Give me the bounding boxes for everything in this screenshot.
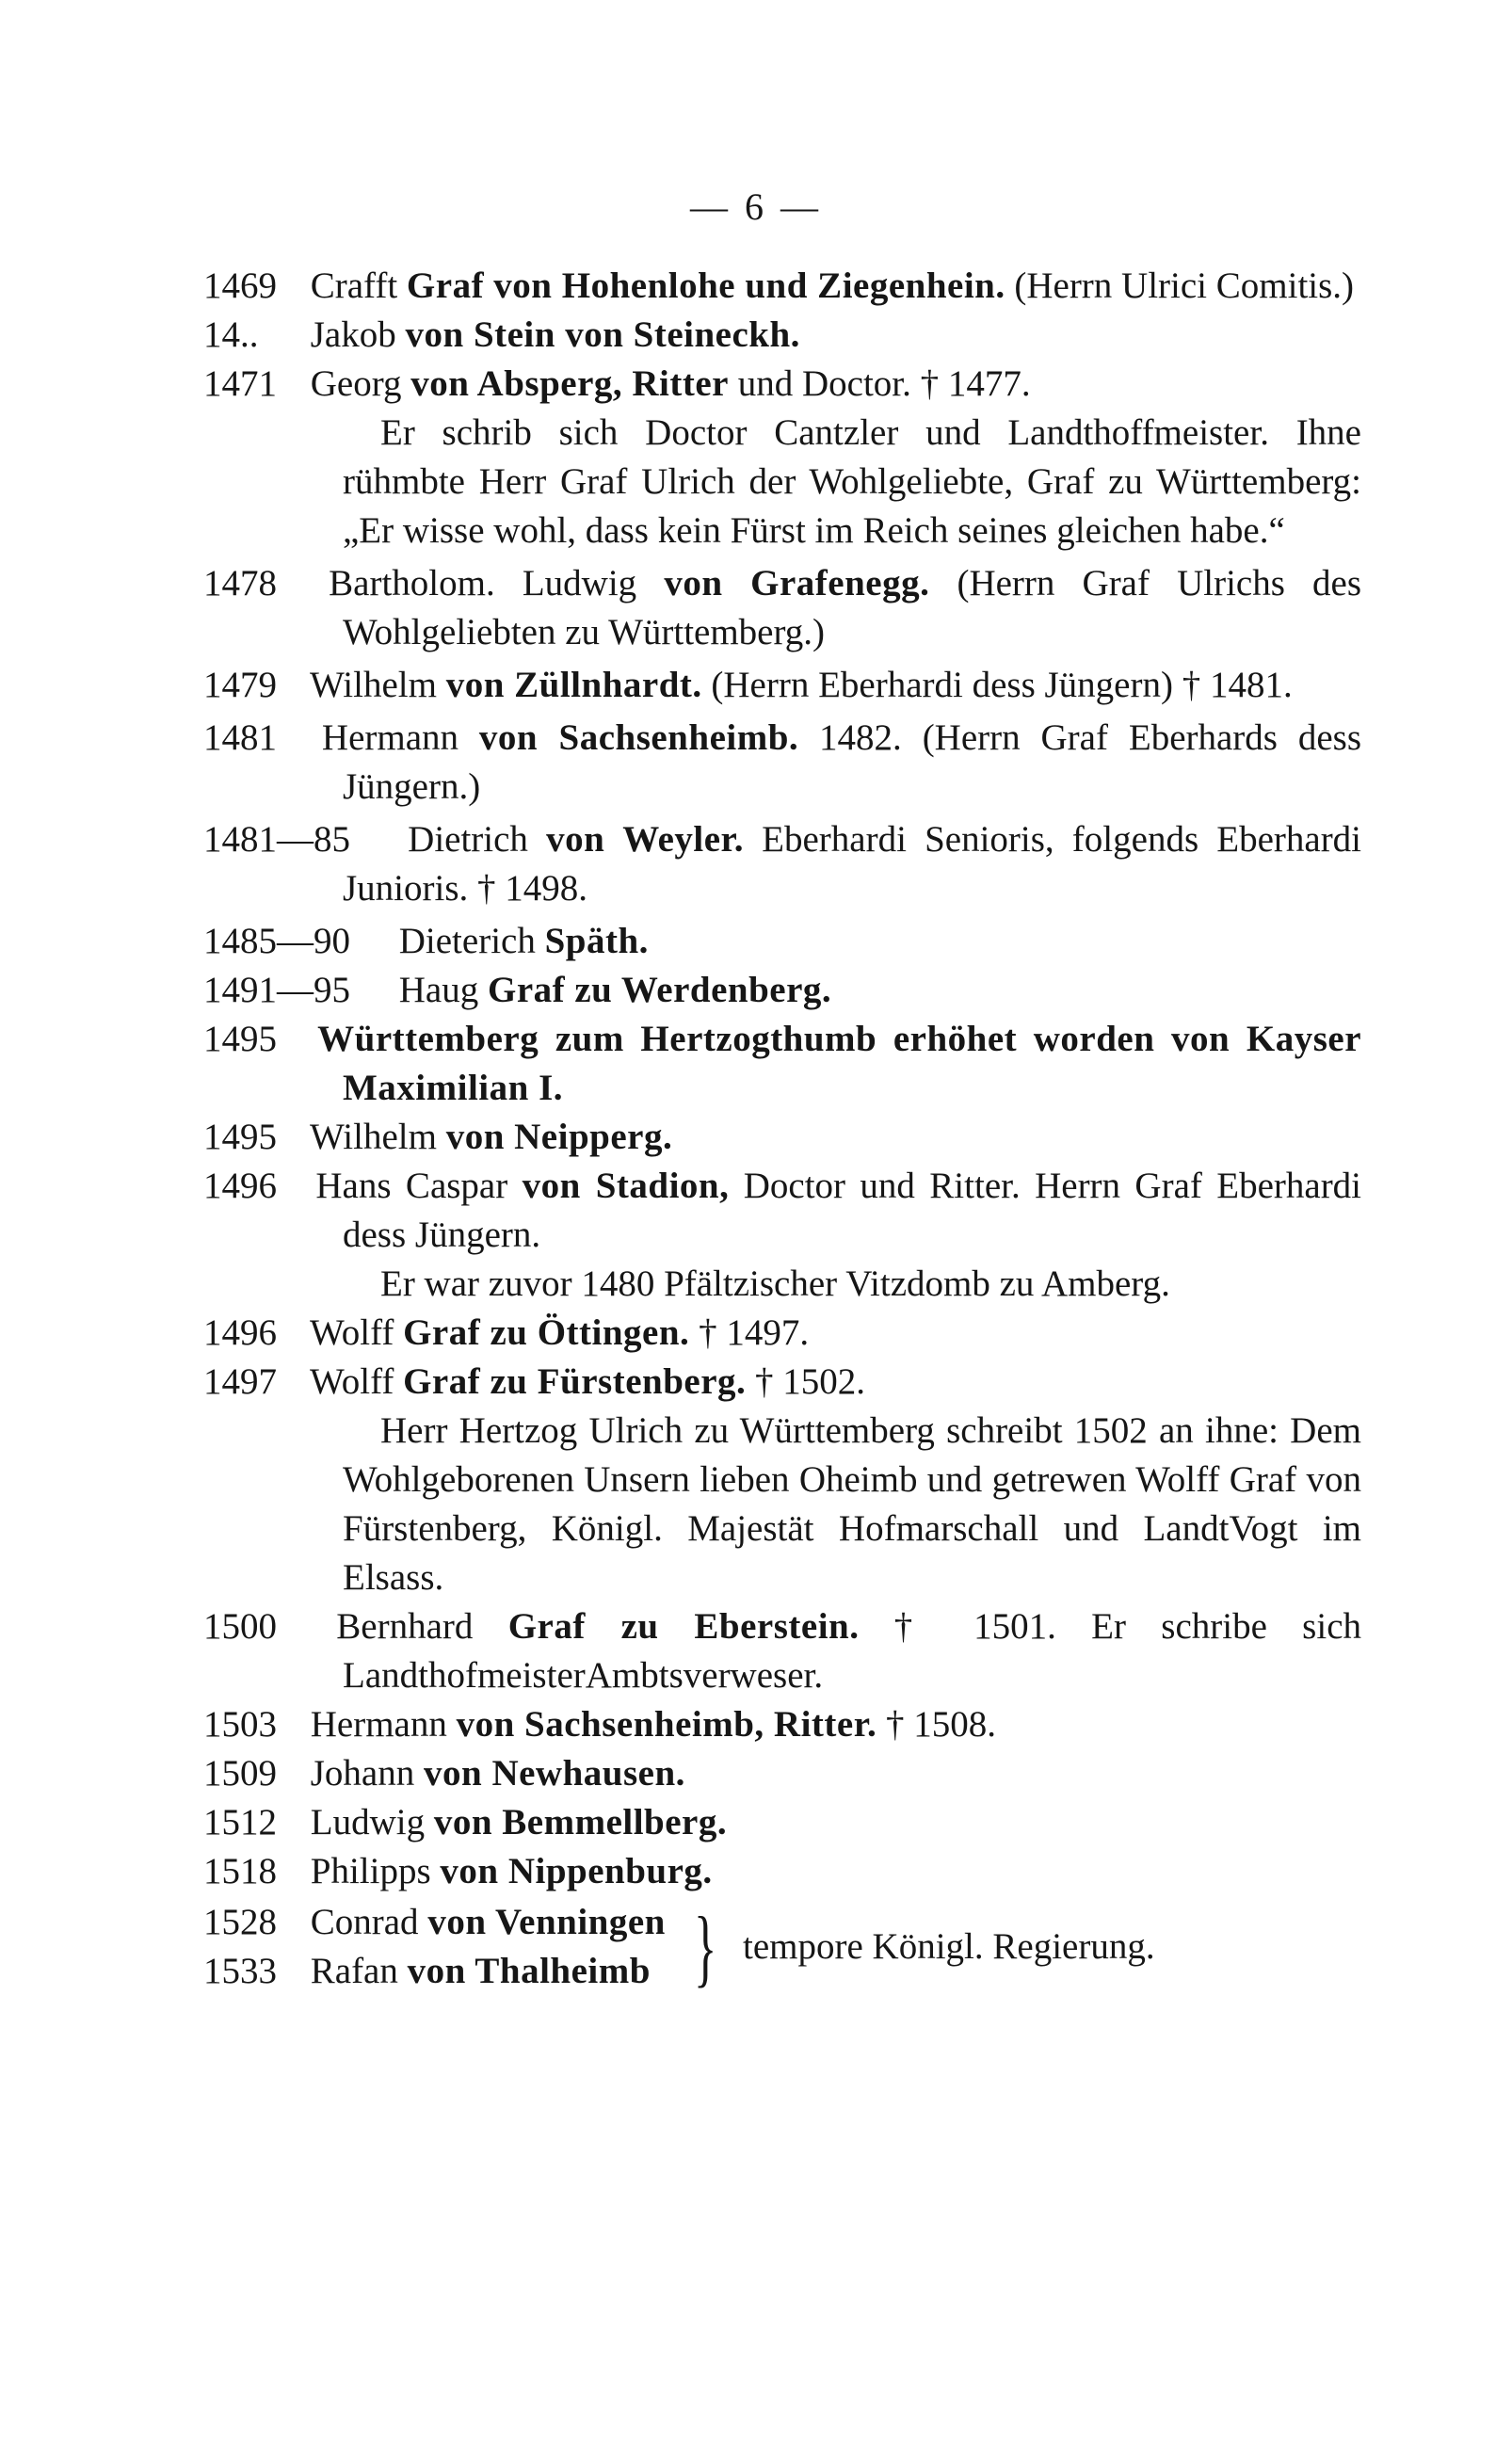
- entry-1471: [203, 360, 1361, 409]
- entry-family: von Nippenburg.: [440, 1851, 713, 1891]
- entry-family: von Bemmellberg.: [433, 1802, 728, 1842]
- entry-family: von Neipperg.: [445, 1117, 673, 1157]
- entry-1491-95: [203, 966, 1361, 1015]
- entry-given-name: Wolff: [310, 1312, 394, 1353]
- entry-given-name: Bernhard: [336, 1606, 474, 1647]
- entry-family: Graf zu Eberstein.: [507, 1606, 860, 1647]
- entry-remark: Doctor und Ritter. Herrn Graf Eberhardi dess Jüngern.: [343, 1166, 1362, 1255]
- entry-family: von Sachsenheimb, Ritter.: [456, 1704, 877, 1745]
- entry-1485-90: [203, 917, 1361, 966]
- entry-remark: (Herrn Eberhardi dess Jüngern) † 1481.: [711, 665, 1293, 705]
- entry-year: 1495: [203, 1019, 277, 1059]
- entry-1500: [203, 1602, 1361, 1700]
- entry-1533: [203, 1947, 666, 1996]
- entry-year: 1481—85: [203, 819, 350, 860]
- entry-year: 1528: [203, 1902, 277, 1942]
- entry-remark: † 1508.: [885, 1704, 996, 1745]
- entry-given-name: Wolff: [310, 1361, 394, 1402]
- entry-1512: [203, 1798, 1361, 1847]
- entry-family: von Venningen: [427, 1902, 666, 1942]
- entry-heading: Württemberg zum Hertzogthumb erhöhet worden von Kayser Maximilian I.: [317, 1019, 1361, 1108]
- entry-family: von Stadion,: [522, 1166, 730, 1206]
- entry-family: von Sachsenheimb.: [478, 717, 799, 758]
- brace-lines: [203, 1898, 666, 1996]
- entry-family: von Absperg, Ritter: [410, 363, 729, 404]
- entry-given-name: Hans Caspar: [315, 1166, 508, 1206]
- entry-1479: [203, 661, 1361, 710]
- entry-given-name: Philipps: [310, 1851, 431, 1891]
- entry-remark: (Herrn Graf Ulrichs des Wohlgeliebten zu Württemberg.): [343, 563, 1362, 652]
- entry-given-name: Ludwig: [310, 1802, 426, 1842]
- entry-year: 1469: [203, 266, 277, 306]
- entry-given-name: Jakob: [310, 314, 396, 355]
- entry-note: Er schrib sich Doctor Cantzler und Landthoffmeister. Ihne rühmbte Herr Graf Ulrich der Wohlgeliebte, Graf zu Württemberg: „Er wisse wohl, dass kein Fürst im Reich seines gleichen habe.“: [343, 412, 1361, 551]
- entry-family: Graf zu Werdenberg.: [487, 970, 832, 1010]
- entry-given-name: Wilhelm: [310, 1117, 437, 1157]
- entry-given-name: Rafan: [310, 1951, 398, 1991]
- entry-family: Graf zu Fürstenberg.: [403, 1361, 747, 1402]
- entry-family: Graf zu Öttingen.: [403, 1312, 690, 1353]
- entry-year: 1471: [203, 363, 277, 404]
- entry-given-name: Hermann: [310, 1704, 447, 1745]
- entry-1469: [203, 262, 1361, 311]
- entry-1478: [203, 559, 1361, 657]
- entry-1528: [203, 1898, 666, 1947]
- entry-1518: [203, 1847, 1361, 1896]
- entry-1481-85: [203, 815, 1361, 913]
- entry-1495: [203, 1113, 1361, 1162]
- entry-year: 1503: [203, 1704, 277, 1745]
- entry-given-name: Wilhelm: [310, 665, 437, 705]
- entry-family: Graf von Hohenlohe und Ziegenhein.: [406, 266, 1005, 306]
- entry-given-name: Conrad: [310, 1902, 419, 1942]
- entry-year: 1496: [203, 1166, 277, 1206]
- page-number: — 6 —: [690, 185, 822, 228]
- entry-family: von Thalheimb: [407, 1951, 651, 1991]
- brace-remark: tempore Königl. Regierung.: [743, 1926, 1155, 1967]
- entry-remark: † 1502.: [755, 1361, 866, 1402]
- entry-family: von Grafenegg.: [664, 563, 930, 603]
- entry-family: von Newhausen.: [424, 1753, 685, 1794]
- entry-given-name: Crafft: [310, 266, 398, 306]
- entry-year: 1481: [203, 717, 277, 758]
- entry-remark: (Herrn Ulrici Comitis.): [1014, 266, 1355, 306]
- entry-year: 1533: [203, 1951, 277, 1991]
- entry-year: 1500: [203, 1606, 277, 1647]
- entry-family: Späth.: [544, 921, 649, 961]
- entry-given-name: Georg: [310, 363, 402, 404]
- entry-given-name: Dieterich: [398, 921, 536, 961]
- entry-1496-stadion: [203, 1162, 1361, 1260]
- entry-year: 1478: [203, 563, 277, 603]
- entry-remark: † 1501. Er schribe sich LandthofmeisterAmbtsverweser.: [343, 1606, 1362, 1696]
- entry-family: von Weyler.: [546, 819, 745, 860]
- entry-year: 1495: [203, 1117, 277, 1157]
- entry-note: Herr Hertzog Ulrich zu Württemberg schreibt 1502 an ihne: Dem Wohlgeborenen Unsern lieben Oheimb und getrewen Wolff Graf von Fürstenberg, Königl. Majestät Hofmarschall und LandtVogt im Elsass.: [343, 1410, 1361, 1598]
- entry-remark: Eberhardi Senioris, folgends Eberhardi Junioris. † 1498.: [343, 819, 1362, 909]
- curly-brace: }: [693, 1899, 717, 1995]
- entry-year: 1496: [203, 1312, 277, 1353]
- entry-remark: 1482. (Herrn Graf Eberhards dess Jüngern.): [343, 717, 1362, 807]
- entry-family: von Züllnhardt.: [445, 665, 702, 705]
- entry-year: 1485—90: [203, 921, 350, 961]
- entry-given-name: Bartholom. Ludwig: [329, 563, 637, 603]
- entry-given-name: Dietrich: [408, 819, 528, 860]
- entry-year: 1497: [203, 1361, 277, 1402]
- entry-given-name: Haug: [398, 970, 479, 1010]
- entry-given-name: Johann: [310, 1753, 415, 1794]
- entry-1496-oettingen: [203, 1309, 1361, 1358]
- entry-family: von Stein von Steineckh.: [405, 314, 800, 355]
- entry-1503: [203, 1700, 1361, 1749]
- entry-year: 1479: [203, 665, 277, 705]
- entry-1497: [203, 1358, 1361, 1407]
- brace-group: [203, 1898, 1361, 1996]
- entry-14xx: [203, 311, 1361, 360]
- entry-year: 1491—95: [203, 970, 350, 1010]
- entry-year: 1512: [203, 1802, 277, 1842]
- entry-year: 14..: [203, 314, 259, 355]
- entry-given-name: Hermann: [321, 717, 459, 758]
- entry-note: Er war zuvor 1480 Pfältzischer Vitzdomb zu Amberg.: [380, 1263, 1170, 1304]
- entry-year: 1518: [203, 1851, 277, 1891]
- entry-1495-duchy: [203, 1015, 1361, 1113]
- entry-year: 1509: [203, 1753, 277, 1794]
- entry-remark: und Doctor. † 1477.: [737, 363, 1031, 404]
- entry-1509: [203, 1749, 1361, 1798]
- entry-list: [203, 262, 1361, 1996]
- entry-remark: † 1497.: [699, 1312, 810, 1353]
- entry-1481: [203, 714, 1361, 812]
